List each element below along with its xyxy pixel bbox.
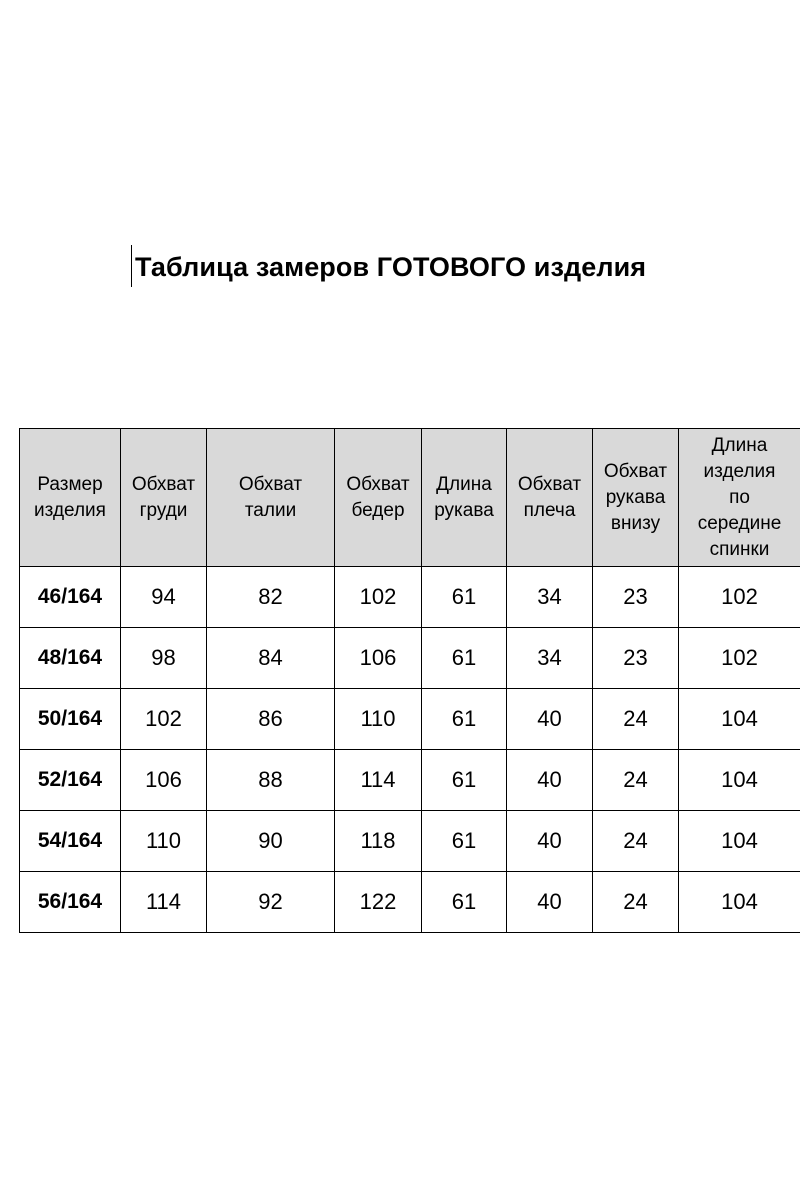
- sleeve-bottom-cell: 23: [593, 628, 679, 689]
- shoulder-cell: 40: [507, 872, 593, 933]
- hip-cell: 102: [335, 567, 422, 628]
- size-cell: 54/164: [20, 811, 121, 872]
- shoulder-cell: 40: [507, 689, 593, 750]
- sleeve-length-cell: 61: [422, 750, 507, 811]
- sleeve-length-cell: 61: [422, 689, 507, 750]
- chest-cell: 114: [121, 872, 207, 933]
- waist-cell: 82: [207, 567, 335, 628]
- waist-cell: 90: [207, 811, 335, 872]
- back-length-cell: 104: [679, 689, 800, 750]
- back-length-cell: 102: [679, 567, 800, 628]
- size-cell: 52/164: [20, 750, 121, 811]
- size-cell: 50/164: [20, 689, 121, 750]
- size-chart-table: [19, 428, 800, 933]
- chest-cell: 98: [121, 628, 207, 689]
- table-row: [20, 567, 800, 628]
- document-title: Таблица замеров ГОТОВОГО изделия: [135, 252, 647, 282]
- waist-cell: 92: [207, 872, 335, 933]
- waist-cell: 86: [207, 689, 335, 750]
- header-hip-girth: Обхват бедер: [335, 429, 422, 567]
- sleeve-length-cell: 61: [422, 567, 507, 628]
- sleeve-bottom-cell: 24: [593, 750, 679, 811]
- shoulder-cell: 34: [507, 567, 593, 628]
- shoulder-cell: 40: [507, 811, 593, 872]
- shoulder-cell: 34: [507, 628, 593, 689]
- hip-cell: 122: [335, 872, 422, 933]
- header-chest-girth: Обхват груди: [121, 429, 207, 567]
- hip-cell: 118: [335, 811, 422, 872]
- header-sleeve-length: Длина рукава: [422, 429, 507, 567]
- back-length-cell: 104: [679, 872, 800, 933]
- size-cell: 48/164: [20, 628, 121, 689]
- chest-cell: 110: [121, 811, 207, 872]
- sleeve-length-cell: 61: [422, 628, 507, 689]
- chest-cell: 102: [121, 689, 207, 750]
- hip-cell: 114: [335, 750, 422, 811]
- back-length-cell: 104: [679, 750, 800, 811]
- chest-cell: 94: [121, 567, 207, 628]
- shoulder-cell: 40: [507, 750, 593, 811]
- size-cell: 46/164: [20, 567, 121, 628]
- chest-cell: 106: [121, 750, 207, 811]
- text-cursor: [131, 245, 132, 287]
- waist-cell: 84: [207, 628, 335, 689]
- sleeve-length-cell: 61: [422, 872, 507, 933]
- size-cell: 56/164: [20, 872, 121, 933]
- table-row: [20, 872, 800, 933]
- header-back-length: Длина изделия по середине спинки: [679, 429, 800, 567]
- header-waist-girth: Обхват талии: [207, 429, 335, 567]
- waist-cell: 88: [207, 750, 335, 811]
- sleeve-bottom-cell: 24: [593, 872, 679, 933]
- hip-cell: 110: [335, 689, 422, 750]
- hip-cell: 106: [335, 628, 422, 689]
- header-size: Размер изделия: [20, 429, 121, 567]
- table-row: [20, 750, 800, 811]
- sleeve-bottom-cell: 24: [593, 811, 679, 872]
- header-sleeve-bottom-girth: Обхват рукава внизу: [593, 429, 679, 567]
- sleeve-length-cell: 61: [422, 811, 507, 872]
- table-row: [20, 811, 800, 872]
- back-length-cell: 104: [679, 811, 800, 872]
- table-row: [20, 689, 800, 750]
- sleeve-bottom-cell: 24: [593, 689, 679, 750]
- back-length-cell: 102: [679, 628, 800, 689]
- sleeve-bottom-cell: 23: [593, 567, 679, 628]
- table-header-row: [20, 429, 800, 567]
- header-shoulder-girth: Обхват плеча: [507, 429, 593, 567]
- table-row: [20, 628, 800, 689]
